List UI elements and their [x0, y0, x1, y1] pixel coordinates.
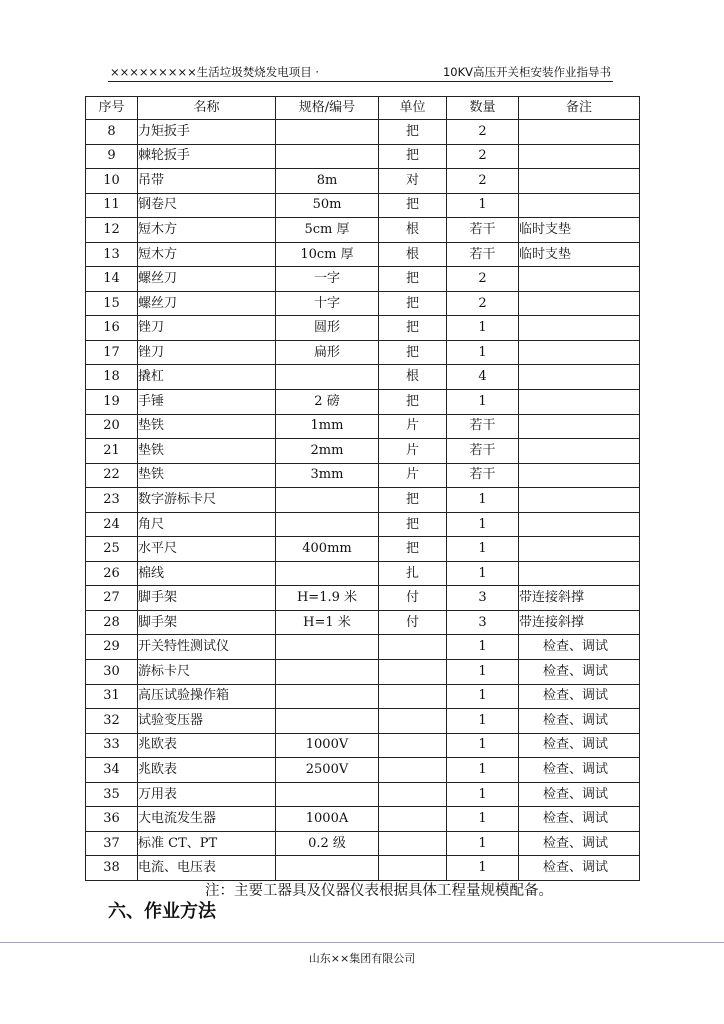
tool-list-table [85, 96, 640, 881]
cell-name: 棘轮扳手 [138, 144, 276, 169]
cell-unit: 把 [379, 537, 447, 562]
cell-remarks [519, 291, 640, 316]
cell-name: 螺丝刀 [138, 267, 276, 292]
cell-spec: 8m [276, 169, 379, 194]
cell-index: 12 [86, 218, 138, 243]
cell-index: 19 [86, 390, 138, 415]
cell-index: 37 [86, 831, 138, 856]
cell-name: 锉刀 [138, 340, 276, 365]
cell-spec: H=1.9 米 [276, 586, 379, 611]
cell-unit [379, 733, 447, 758]
table-row [86, 120, 640, 145]
cell-remarks [519, 193, 640, 218]
cell-index: 15 [86, 291, 138, 316]
cell-quantity: 1 [447, 340, 519, 365]
cell-name: 水平尺 [138, 537, 276, 562]
cell-spec: H=1 米 [276, 610, 379, 635]
table-row [86, 512, 640, 537]
cell-remarks: 检查、调试 [519, 831, 640, 856]
table-row [86, 856, 640, 881]
cell-unit: 片 [379, 439, 447, 464]
cell-remarks [519, 144, 640, 169]
cell-index: 29 [86, 635, 138, 660]
cell-name: 角尺 [138, 512, 276, 537]
table-row [86, 635, 640, 660]
cell-remarks: 检查、调试 [519, 758, 640, 783]
column-header-quantity: 数量 [447, 97, 519, 120]
cell-remarks: 检查、调试 [519, 807, 640, 832]
cell-remarks [519, 365, 640, 390]
table-row [86, 733, 640, 758]
table-row [86, 267, 640, 292]
cell-name: 撬杠 [138, 365, 276, 390]
table-footnote: 注：主要工器具及仪器仪表根据具体工程量规模配备。 [205, 883, 553, 899]
table-row [86, 488, 640, 513]
cell-index: 16 [86, 316, 138, 341]
cell-quantity: 1 [447, 512, 519, 537]
cell-unit: 把 [379, 193, 447, 218]
cell-unit: 把 [379, 120, 447, 145]
table-body [86, 120, 640, 881]
table-row [86, 709, 640, 734]
section-title: 六、作业方法 [108, 901, 216, 922]
cell-quantity: 若干 [447, 242, 519, 267]
cell-index: 30 [86, 660, 138, 685]
table-row [86, 365, 640, 390]
cell-spec: 400mm [276, 537, 379, 562]
cell-unit: 付 [379, 586, 447, 611]
cell-remarks: 临时支垫 [519, 242, 640, 267]
cell-spec: 圆形 [276, 316, 379, 341]
cell-unit: 付 [379, 610, 447, 635]
table-row [86, 758, 640, 783]
cell-quantity: 2 [447, 144, 519, 169]
cell-index: 20 [86, 414, 138, 439]
table-row [86, 610, 640, 635]
cell-name: 兆欧表 [138, 758, 276, 783]
column-header-unit: 单位 [379, 97, 447, 120]
cell-quantity: 1 [447, 390, 519, 415]
cell-index: 31 [86, 684, 138, 709]
cell-index: 35 [86, 782, 138, 807]
cell-quantity: 1 [447, 537, 519, 562]
table-row [86, 439, 640, 464]
cell-remarks [519, 414, 640, 439]
cell-name: 垫铁 [138, 439, 276, 464]
cell-name: 兆欧表 [138, 733, 276, 758]
cell-spec [276, 684, 379, 709]
cell-remarks [519, 463, 640, 488]
cell-remarks [519, 561, 640, 586]
cell-remarks [519, 390, 640, 415]
cell-quantity: 1 [447, 856, 519, 881]
cell-unit: 把 [379, 144, 447, 169]
cell-index: 27 [86, 586, 138, 611]
cell-spec [276, 856, 379, 881]
footer-divider [0, 942, 724, 943]
cell-name: 标准 CT、PT [138, 831, 276, 856]
cell-quantity: 1 [447, 488, 519, 513]
table-row [86, 169, 640, 194]
cell-remarks [519, 512, 640, 537]
table-row [86, 684, 640, 709]
cell-remarks [519, 267, 640, 292]
column-header-index: 序号 [86, 97, 138, 120]
header-document-title: 10KV高压开关柜安装作业指导书 [442, 65, 611, 79]
cell-quantity: 若干 [447, 463, 519, 488]
cell-index: 14 [86, 267, 138, 292]
table-row [86, 340, 640, 365]
table-row [86, 291, 640, 316]
cell-spec: 1mm [276, 414, 379, 439]
cell-remarks [519, 488, 640, 513]
cell-unit [379, 807, 447, 832]
cell-spec: 一字 [276, 267, 379, 292]
cell-unit: 根 [379, 242, 447, 267]
column-header-remarks: 备注 [519, 97, 640, 120]
table-row [86, 561, 640, 586]
cell-unit: 把 [379, 340, 447, 365]
cell-unit [379, 660, 447, 685]
cell-unit: 扎 [379, 561, 447, 586]
cell-index: 23 [86, 488, 138, 513]
cell-name: 手锤 [138, 390, 276, 415]
cell-name: 垫铁 [138, 414, 276, 439]
cell-quantity: 1 [447, 635, 519, 660]
cell-index: 24 [86, 512, 138, 537]
cell-index: 34 [86, 758, 138, 783]
cell-remarks: 检查、调试 [519, 856, 640, 881]
cell-name: 短木方 [138, 242, 276, 267]
cell-index: 11 [86, 193, 138, 218]
cell-index: 33 [86, 733, 138, 758]
cell-quantity: 1 [447, 684, 519, 709]
cell-index: 8 [86, 120, 138, 145]
table-row [86, 390, 640, 415]
cell-unit: 片 [379, 463, 447, 488]
cell-unit: 对 [379, 169, 447, 194]
cell-quantity: 1 [447, 831, 519, 856]
cell-quantity: 1 [447, 193, 519, 218]
cell-index: 36 [86, 807, 138, 832]
cell-unit: 把 [379, 291, 447, 316]
cell-unit: 把 [379, 390, 447, 415]
cell-spec [276, 660, 379, 685]
cell-index: 22 [86, 463, 138, 488]
cell-remarks: 检查、调试 [519, 733, 640, 758]
cell-name: 脚手架 [138, 610, 276, 635]
cell-quantity: 1 [447, 758, 519, 783]
cell-name: 垫铁 [138, 463, 276, 488]
cell-unit [379, 684, 447, 709]
cell-remarks [519, 340, 640, 365]
cell-spec: 2500V [276, 758, 379, 783]
cell-index: 9 [86, 144, 138, 169]
cell-unit: 把 [379, 488, 447, 513]
cell-name: 大电流发生器 [138, 807, 276, 832]
cell-quantity: 1 [447, 709, 519, 734]
cell-name: 万用表 [138, 782, 276, 807]
cell-unit [379, 709, 447, 734]
cell-index: 17 [86, 340, 138, 365]
cell-unit [379, 782, 447, 807]
table-row [86, 463, 640, 488]
cell-index: 25 [86, 537, 138, 562]
cell-quantity: 1 [447, 807, 519, 832]
table-row [86, 414, 640, 439]
cell-remarks [519, 439, 640, 464]
cell-unit [379, 856, 447, 881]
cell-remarks: 临时支垫 [519, 218, 640, 243]
cell-spec: 1000V [276, 733, 379, 758]
cell-spec: 10cm 厚 [276, 242, 379, 267]
cell-name: 短木方 [138, 218, 276, 243]
cell-unit [379, 635, 447, 660]
cell-unit: 把 [379, 316, 447, 341]
cell-quantity: 1 [447, 660, 519, 685]
cell-spec: 0.2 级 [276, 831, 379, 856]
cell-spec [276, 120, 379, 145]
cell-index: 32 [86, 709, 138, 734]
table-row [86, 537, 640, 562]
cell-spec: 2mm [276, 439, 379, 464]
table-row [86, 831, 640, 856]
table-header-row [86, 97, 640, 120]
page-footer-company: 山东××集团有限公司 [308, 952, 416, 965]
cell-name: 螺丝刀 [138, 291, 276, 316]
cell-spec [276, 782, 379, 807]
cell-spec: 5cm 厚 [276, 218, 379, 243]
cell-spec [276, 144, 379, 169]
cell-name: 锉刀 [138, 316, 276, 341]
table-row [86, 807, 640, 832]
cell-name: 力矩扳手 [138, 120, 276, 145]
cell-quantity: 1 [447, 782, 519, 807]
table-row [86, 316, 640, 341]
cell-quantity: 2 [447, 169, 519, 194]
cell-quantity: 1 [447, 733, 519, 758]
cell-quantity: 2 [447, 267, 519, 292]
cell-remarks [519, 169, 640, 194]
table-row [86, 218, 640, 243]
table-row [86, 586, 640, 611]
table-row [86, 660, 640, 685]
cell-unit: 根 [379, 365, 447, 390]
cell-name: 吊带 [138, 169, 276, 194]
cell-remarks: 检查、调试 [519, 709, 640, 734]
cell-index: 38 [86, 856, 138, 881]
cell-name: 棉线 [138, 561, 276, 586]
cell-remarks [519, 537, 640, 562]
cell-quantity: 2 [447, 120, 519, 145]
cell-remarks: 检查、调试 [519, 782, 640, 807]
cell-name: 游标卡尺 [138, 660, 276, 685]
cell-unit: 片 [379, 414, 447, 439]
cell-name: 高压试验操作箱 [138, 684, 276, 709]
table-row [86, 782, 640, 807]
cell-spec [276, 709, 379, 734]
page-header [108, 63, 613, 82]
table-row [86, 144, 640, 169]
cell-quantity: 若干 [447, 414, 519, 439]
cell-quantity: 4 [447, 365, 519, 390]
cell-index: 10 [86, 169, 138, 194]
cell-unit: 把 [379, 512, 447, 537]
cell-spec: 2 磅 [276, 390, 379, 415]
table-row [86, 193, 640, 218]
cell-unit [379, 831, 447, 856]
cell-quantity: 若干 [447, 439, 519, 464]
cell-name: 脚手架 [138, 586, 276, 611]
cell-spec [276, 561, 379, 586]
cell-spec [276, 635, 379, 660]
cell-quantity: 若干 [447, 218, 519, 243]
column-header-name: 名称 [138, 97, 276, 120]
cell-remarks: 检查、调试 [519, 660, 640, 685]
cell-spec: 3mm [276, 463, 379, 488]
cell-index: 21 [86, 439, 138, 464]
cell-remarks [519, 316, 640, 341]
cell-remarks: 检查、调试 [519, 635, 640, 660]
cell-quantity: 1 [447, 316, 519, 341]
cell-quantity: 3 [447, 586, 519, 611]
cell-name: 数字游标卡尺 [138, 488, 276, 513]
cell-spec: 十字 [276, 291, 379, 316]
cell-quantity: 1 [447, 561, 519, 586]
cell-spec [276, 365, 379, 390]
cell-name: 开关特性测试仪 [138, 635, 276, 660]
cell-spec [276, 512, 379, 537]
cell-quantity: 2 [447, 291, 519, 316]
cell-unit [379, 758, 447, 783]
cell-name: 钢卷尺 [138, 193, 276, 218]
cell-remarks: 带连接斜撑 [519, 586, 640, 611]
cell-spec [276, 488, 379, 513]
column-header-spec: 规格/编号 [276, 97, 379, 120]
header-project-name: ×××××××××生活垃圾焚烧发电项目 · [110, 65, 320, 79]
cell-quantity: 3 [447, 610, 519, 635]
cell-index: 26 [86, 561, 138, 586]
cell-name: 试验变压器 [138, 709, 276, 734]
cell-spec: 扁形 [276, 340, 379, 365]
cell-unit: 根 [379, 218, 447, 243]
cell-remarks [519, 120, 640, 145]
cell-unit: 把 [379, 267, 447, 292]
table-row [86, 242, 640, 267]
cell-remarks: 带连接斜撑 [519, 610, 640, 635]
cell-index: 18 [86, 365, 138, 390]
cell-name: 电流、电压表 [138, 856, 276, 881]
cell-index: 28 [86, 610, 138, 635]
cell-remarks: 检查、调试 [519, 684, 640, 709]
cell-spec: 1000A [276, 807, 379, 832]
cell-spec: 50m [276, 193, 379, 218]
cell-index: 13 [86, 242, 138, 267]
